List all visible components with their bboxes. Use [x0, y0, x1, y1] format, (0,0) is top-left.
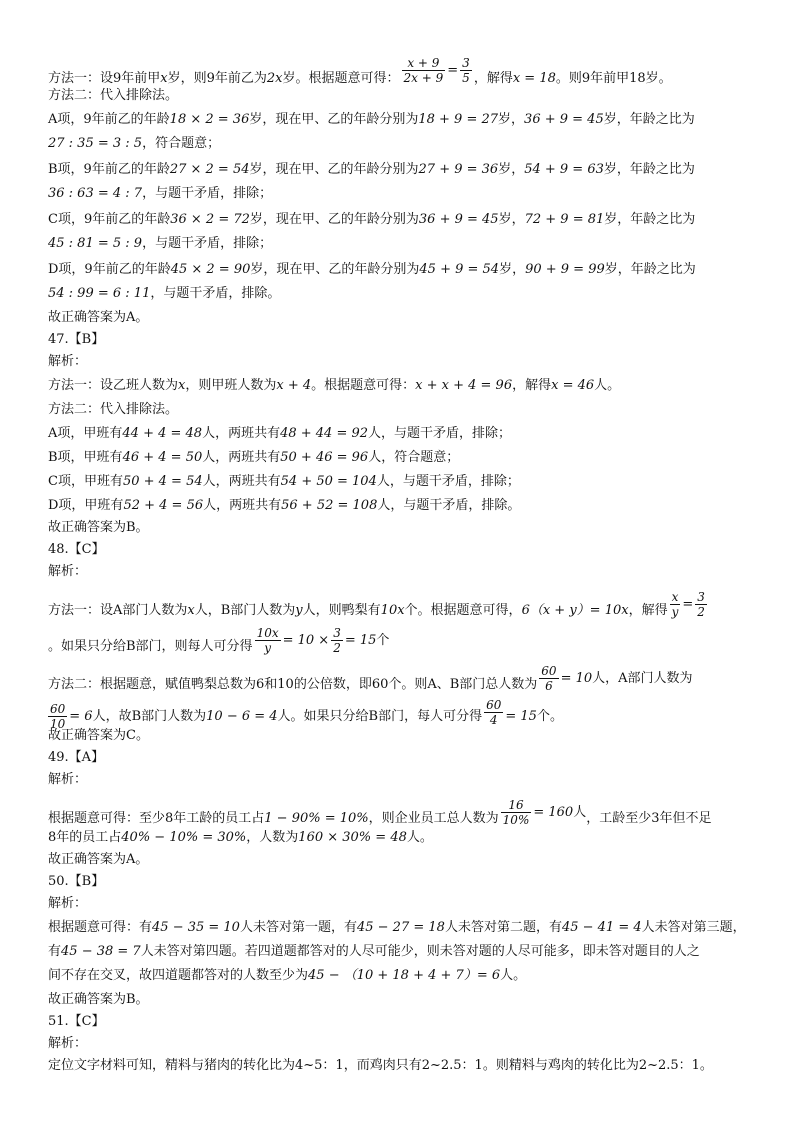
- q50-line-cont: 间不存在交叉，故四道题都答对的人数至少为45 − （10 + 18 + 4 + 7）= 6人。: [48, 968, 527, 983]
- q49-line: 根据题意可得：至少8年工龄的员工占1 − 90% = 10%，则企业员工总人数为 $\frac{16}{10\%}$ = 160人，工龄至少3年但不足: [48, 798, 712, 827]
- analysis-label: 解析：: [48, 1036, 88, 1051]
- question-number: 48.【C】: [48, 542, 105, 557]
- analysis-label: 解析：: [48, 564, 88, 579]
- q48-method1-cont: 。如果只分给B部门，则每人可分得 $\frac{10x}{y}$ = 10 × $\frac{3}{2}$ = 15个: [48, 626, 390, 655]
- fraction: $\frac{3}{2}$: [333, 626, 341, 655]
- option-b-line: B项，9年前乙的年龄27 × 2 = 54岁，现在甲、乙的年龄分别为27 + 9 = 36岁，54 + 9 = 63岁，年龄之比为: [48, 162, 695, 177]
- analysis-label: 解析：: [48, 772, 88, 787]
- q47-method1-line: 方法一：设乙班人数为x，则甲班人数为x + 4。根据题意可得：x + x + 4 = 96，解得x = 46人。: [48, 378, 621, 393]
- answer-line: 故正确答案为A。: [48, 310, 149, 325]
- analysis-label: 解析：: [48, 896, 88, 911]
- q50-line: 根据题意可得：有45 − 35 = 10人未答对第一题，有45 − 27 = 18人未答对第二题，有45 − 41 = 4人未答对第三题，: [48, 920, 746, 935]
- option-b-ratio: 36 : 63 = 4 : 7，与题干矛盾，排除；: [48, 186, 273, 201]
- fraction: $\frac{16}{10\%}$: [502, 798, 530, 827]
- fraction: $\frac{x + 9}{2x + 9}$: [403, 56, 444, 85]
- option-c-ratio: 45 : 81 = 5 : 9，与题干矛盾，排除；: [48, 236, 273, 251]
- q50-line-cont: 有45 − 38 = 7人未答对第四题。若四道题都答对的人尽可能少，则未答对题的人尽可能多，即未答对题目的人之: [48, 944, 700, 959]
- q49-line-cont: 8年的员工占40% − 10% = 30%，人数为160 × 30% = 48人。: [48, 830, 433, 845]
- option-a-ratio: 27 : 35 = 3 : 5，符合题意；: [48, 136, 221, 151]
- q51-line: 定位文字材料可知，精料与猪肉的转化比为4~5：1，而鸡肉只有2~2.5：1。则精料与鸡肉的转化比为2~2.5：1。: [48, 1058, 713, 1073]
- analysis-label: 解析：: [48, 354, 88, 369]
- q48-method2-cont: $\frac{60}{10}$ = 6人，故B部门人数为10 − 6 = 4人。如果只分给B部门，每人可分得 $\frac{60}{4}$ = 15个。: [50, 698, 563, 731]
- fraction: $\frac{10x}{y}$: [256, 626, 279, 655]
- option-d-line: D项，9年前乙的年龄45 × 2 = 90岁，现在甲、乙的年龄分别为45 + 9 = 54岁，90 + 9 = 99岁，年龄之比为: [48, 262, 696, 277]
- question-number: 50.【B】: [48, 874, 105, 889]
- question-number: 51.【C】: [48, 1014, 105, 1029]
- fraction: $\frac{60}{10}$: [50, 702, 66, 731]
- method2-heading: 方法二：代入排除法。: [48, 402, 179, 417]
- option-c-line: C项，9年前乙的年龄36 × 2 = 72岁，现在甲、乙的年龄分别为36 + 9 = 45岁，72 + 9 = 81岁，年龄之比为: [48, 212, 696, 227]
- fraction: $\frac{3}{2}$: [697, 590, 705, 619]
- option-c-line: C项，甲班有50 + 4 = 54人，两班共有54 + 50 = 104人，与题干矛盾，排除；: [48, 474, 520, 489]
- answer-line: 故正确答案为B。: [48, 520, 149, 535]
- fraction: $\frac{60}{4}$: [486, 698, 502, 727]
- q48-method1-line: 方法一：设A部门人数为x人，B部门人数为y人，则鸭梨有10x个。根据题意可得，6（x + y）= 10x，解得 $\frac{x}{y}$ = $\frac{3}{2}$: [48, 590, 705, 619]
- answer-line: 故正确答案为B。: [48, 992, 149, 1007]
- question-number: 47.【B】: [48, 332, 105, 347]
- question-number: 49.【A】: [48, 750, 105, 765]
- option-a-line: A项，甲班有44 + 4 = 48人，两班共有48 + 44 = 92人，与题干矛盾，排除；: [48, 426, 512, 441]
- method2-heading: 方法二：代入排除法。: [48, 88, 179, 103]
- option-d-ratio: 54 : 99 = 6 : 11，与题干矛盾，排除。: [48, 286, 281, 301]
- fraction: $\frac{3}{5}$: [462, 56, 470, 85]
- fraction: $\frac{x}{y}$: [671, 590, 679, 619]
- fraction: $\frac{60}{6}$: [541, 664, 557, 693]
- q48-method2-line: 方法二：根据题意，赋值鸭梨总数为6和10的公倍数，即60个。则A、B部门总人数为 $\frac{60}{6}$ = 10人，A部门人数为: [48, 664, 693, 693]
- option-a-line: A项，9年前乙的年龄18 × 2 = 36岁，现在甲、乙的年龄分别为18 + 9 = 27岁，36 + 9 = 45岁，年龄之比为: [48, 112, 695, 127]
- option-d-line: D项，甲班有52 + 4 = 56人，两班共有56 + 52 = 108人，与题干矛盾，排除。: [48, 498, 521, 513]
- answer-line: 故正确答案为A。: [48, 852, 149, 867]
- option-b-line: B项，甲班有46 + 4 = 50人，两班共有50 + 46 = 96人，符合题意；: [48, 450, 460, 465]
- q46-method1-line: 方法一：设9年前甲x岁，则9年前乙为2x岁。根据题意可得： $\frac{x + 9}{2x + 9}$ = $\frac{3}{5}$ ，解得x = 18。则9年前甲18岁。: [48, 56, 672, 86]
- answer-line: 故正确答案为C。: [48, 728, 149, 743]
